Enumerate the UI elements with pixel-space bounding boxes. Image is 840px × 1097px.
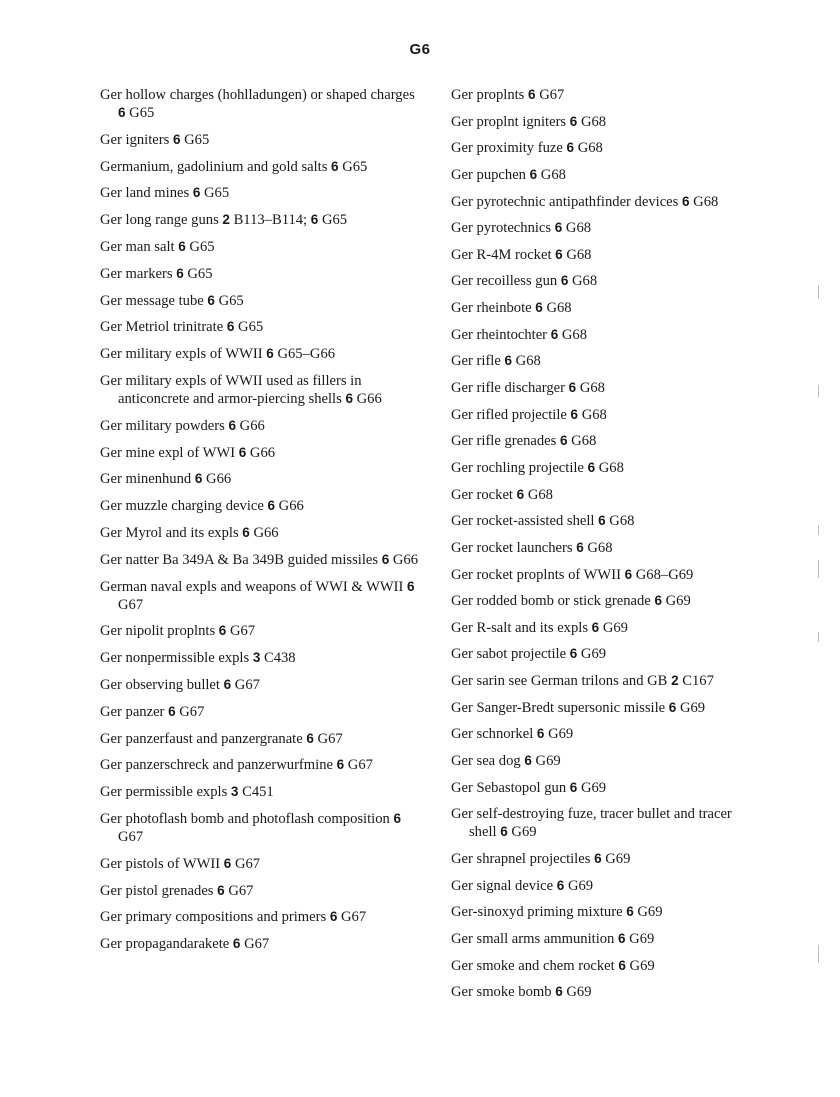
entry-term: Germanium, gadolinium and gold salts	[100, 158, 328, 175]
index-entry	[100, 417, 420, 435]
entry-page-ref: G69	[548, 726, 574, 743]
entry-volume: 6	[626, 904, 634, 920]
entry-page-ref: G67	[347, 757, 373, 774]
entry-term: Ger panzerfaust and panzergranate	[100, 730, 303, 747]
entry-page-ref: G66	[356, 390, 382, 407]
index-entry	[451, 645, 736, 663]
entry-term: Ger military expls of WWII	[100, 346, 263, 363]
entry-term: Ger rifle	[451, 353, 501, 370]
entry-term: Ger recoilless gun	[451, 273, 558, 290]
entry-page-ref: G69	[566, 984, 592, 1001]
entry-page-ref: G65	[187, 265, 213, 282]
entry-page-ref: G68	[527, 486, 553, 503]
scan-speck	[818, 385, 819, 397]
entry-term: Ger man salt	[100, 238, 175, 255]
entry-volume: 6	[555, 984, 563, 1000]
entry-term: Ger pupchen	[451, 166, 526, 183]
index-entry	[451, 113, 736, 131]
entry-volume: 6	[168, 703, 176, 719]
entry-volume: 6	[500, 824, 508, 840]
entry-page-ref: G65	[189, 238, 215, 255]
index-entry	[100, 211, 420, 229]
entry-page-ref: G67	[118, 596, 144, 613]
index-entry	[100, 292, 420, 310]
index-entry	[451, 805, 736, 841]
entry-page-ref: C438	[263, 650, 296, 667]
entry-term: Ger rifle grenades	[451, 433, 557, 450]
entry-volume: 6	[232, 936, 241, 952]
entry-page-ref: G67	[317, 730, 343, 747]
entry-page-ref: G66	[249, 444, 276, 461]
index-entry	[451, 566, 736, 584]
index-entry	[100, 497, 420, 515]
entry-term: Ger rheintochter	[451, 326, 548, 343]
index-entry	[100, 265, 420, 283]
entry-term: Ger panzerschreck and panzerwurfmine	[100, 757, 333, 774]
entry-page-ref: G69	[567, 877, 594, 894]
entry-volume: 6	[560, 433, 568, 449]
entry-term: Ger natter Ba 349A & Ba 349B guided missiles	[100, 551, 379, 568]
index-entry	[451, 219, 736, 237]
entry-term: Ger Sanger-Bredt supersonic missile	[451, 699, 666, 716]
entry-term: Ger rifle discharger	[451, 380, 565, 397]
index-entry	[100, 855, 420, 873]
scan-speck	[818, 285, 819, 299]
entry-volume: 6	[223, 855, 232, 871]
entry-term: Ger rifled projectile	[451, 406, 567, 423]
index-entry	[100, 372, 420, 408]
index-entry	[451, 486, 736, 504]
entry-volume: 6	[668, 699, 677, 715]
entry-term: Ger hollow charges (hohlladungen) or shaped charges	[100, 87, 415, 103]
entry-volume: 6	[228, 417, 236, 433]
entry-volume: 6	[524, 753, 532, 769]
index-entry	[451, 752, 736, 770]
index-entry	[100, 703, 420, 721]
entry-page-ref: G68	[546, 300, 572, 317]
entry-volume: 6	[266, 346, 274, 362]
entry-page-ref: G65	[129, 105, 155, 121]
entry-page-ref: G67	[234, 855, 261, 872]
entry-volume: 6	[618, 930, 626, 946]
entry-volume: 6	[267, 498, 276, 514]
entry-page-ref: C167	[682, 673, 714, 690]
entry-volume: 6	[556, 877, 565, 893]
entry-term: Ger pyrotechnics	[451, 220, 552, 237]
entry-term: Ger smoke bomb	[451, 984, 552, 1001]
entry-page-ref: G66	[392, 551, 419, 568]
entry-page-ref: G68	[571, 433, 597, 450]
entry-page-ref: G65	[321, 212, 348, 229]
entry-page-ref: G67	[229, 623, 256, 640]
entry-page-ref: G65–G66	[277, 346, 336, 363]
entry-volume: 6	[528, 87, 536, 102]
entry-page-ref: G66	[206, 471, 232, 488]
index-entry	[451, 930, 736, 948]
entry-page-ref: G67	[539, 87, 565, 103]
entry-page-ref: G69	[637, 904, 663, 921]
entry-page-ref: G69	[511, 824, 537, 841]
entry-volume: 2	[671, 673, 679, 689]
entry-term: Ger proplnts	[451, 87, 525, 103]
entry-volume: 6	[226, 319, 235, 335]
entry-page-ref: G67	[228, 882, 254, 899]
entry-term: Ger proximity fuze	[451, 140, 563, 157]
index-entry	[451, 877, 736, 895]
entry-volume: 6	[569, 646, 578, 662]
entry-volume: 6	[535, 300, 543, 316]
index-entry	[100, 882, 420, 900]
index-entry	[100, 86, 420, 122]
entry-term: Ger nipolit proplnts	[100, 623, 216, 640]
entry-volume: 6	[618, 957, 626, 973]
entry-page-ref: G69	[629, 957, 655, 974]
entry-page-ref: G67	[118, 828, 144, 845]
index-entry	[100, 676, 420, 694]
entry-page-ref: G69	[679, 699, 706, 716]
index-entry	[100, 184, 420, 202]
index-column-left	[100, 86, 420, 962]
entry-volume: 6	[407, 578, 415, 594]
index-entry	[100, 578, 420, 614]
index-entry	[451, 166, 736, 184]
entry-volume: 6	[207, 292, 215, 308]
entry-term: Ger observing bullet	[100, 676, 220, 693]
scan-speck	[818, 525, 819, 535]
index-entry	[451, 983, 736, 1001]
entry-page-ref: G68	[579, 380, 605, 397]
entry-page-ref: B113–B114;	[233, 212, 308, 229]
entry-page-ref: G68	[572, 273, 598, 290]
index-entry	[451, 459, 736, 477]
entry-volume: 6	[536, 726, 545, 742]
entry-volume: 6	[192, 185, 201, 201]
entry-term: Ger sabot projectile	[451, 646, 567, 663]
index-entry	[451, 326, 736, 344]
entry-page-ref: G67	[234, 676, 260, 693]
entry-volume: 6	[566, 140, 575, 156]
index-entry	[451, 86, 736, 104]
entry-volume: 6	[381, 551, 390, 567]
entry-term: Ger small arms ammunition	[451, 930, 615, 947]
entry-volume: 6	[568, 380, 577, 396]
index-entry	[451, 699, 736, 717]
entry-page-ref: G68	[565, 220, 592, 237]
entry-volume: 6	[345, 390, 353, 406]
entry-term: Ger panzer	[100, 703, 165, 720]
entry-term: Ger Sebastopol gun	[451, 779, 567, 796]
entry-volume: 6	[569, 779, 578, 795]
entry-term: Ger photoflash bomb and photoflash composition	[100, 810, 390, 827]
entry-volume: 6	[681, 193, 690, 209]
entry-volume: 6	[555, 246, 563, 262]
entry-page-ref: G68	[587, 539, 613, 556]
entry-volume: 6	[118, 105, 126, 120]
entry-page-ref: G68	[580, 113, 607, 130]
entry-page-ref: G68	[598, 459, 624, 476]
entry-page-ref: G69	[665, 593, 691, 610]
scan-speck	[818, 632, 819, 642]
entry-volume: 6	[550, 326, 559, 342]
index-entry	[451, 352, 736, 370]
entry-volume: 2	[222, 212, 230, 228]
entry-volume: 6	[329, 909, 338, 925]
index-entry	[100, 444, 420, 462]
entry-page-ref: G66	[278, 498, 304, 515]
entry-volume: 6	[238, 444, 247, 460]
entry-volume: 6	[569, 113, 578, 129]
index-entry	[451, 406, 736, 424]
entry-volume: 6	[218, 623, 227, 639]
index-entry	[100, 756, 420, 774]
entry-term: Ger Metriol trinitrate	[100, 319, 224, 336]
index-entry	[100, 935, 420, 953]
entry-page-ref: G66	[239, 417, 265, 434]
index-entry	[451, 139, 736, 157]
entry-volume: 6	[306, 730, 314, 746]
index-column-right	[451, 86, 736, 1010]
entry-page-ref: G69	[602, 619, 628, 636]
entry-page-ref: G68	[540, 166, 566, 183]
entry-page-ref: C451	[242, 784, 274, 801]
entry-page-ref: G69	[605, 850, 631, 867]
index-entry	[100, 551, 420, 569]
entry-term: Ger propagandarakete	[100, 936, 230, 953]
index-entry	[451, 592, 736, 610]
entry-term: German naval expls and weapons of WWI & WWII	[100, 578, 404, 595]
entry-term: Ger rocket proplnts of WWII	[451, 566, 621, 583]
index-entry	[451, 779, 736, 797]
entry-term: Ger military expls of WWII used as fillers in anticoncrete and armor-piercing shells	[100, 372, 362, 407]
entry-page-ref: G69	[580, 779, 607, 796]
index-entry	[451, 379, 736, 397]
entry-page-ref: G65	[184, 131, 210, 148]
entry-volume: 6	[223, 676, 232, 692]
entry-volume: 6	[242, 524, 250, 540]
entry-term: Ger pyrotechnic antipathfinder devices	[451, 193, 679, 210]
entry-volume: 3	[230, 784, 239, 800]
entry-page-ref: G68	[561, 326, 587, 343]
index-entry	[451, 512, 736, 530]
index-entry	[100, 524, 420, 542]
entry-page-ref: G68–G69	[635, 566, 694, 583]
entry-page-ref: G67	[244, 936, 270, 953]
entry-volume: 6	[178, 238, 186, 254]
entry-page-ref: G67	[179, 703, 205, 720]
entry-page-ref: G68	[693, 193, 719, 210]
index-entry	[100, 345, 420, 363]
entry-volume: 6	[194, 471, 203, 487]
entry-volume: 6	[560, 273, 569, 289]
entry-volume: 6	[594, 850, 602, 866]
entry-page-ref: G69	[580, 646, 607, 663]
index-entry	[100, 908, 420, 926]
entry-term: Ger long range guns	[100, 212, 219, 229]
entry-page-ref: G69	[535, 753, 561, 770]
entry-volume: 6	[217, 882, 225, 898]
entry-term: Ger military powders	[100, 417, 225, 434]
entry-page-ref: G68	[566, 246, 592, 263]
index-entry	[451, 850, 736, 868]
entry-volume: 6	[504, 353, 513, 369]
entry-volume: 6	[516, 486, 525, 502]
entry-volume: 6	[336, 757, 345, 773]
entry-page-ref: G68	[577, 140, 603, 157]
entry-term: Ger-sinoxyd priming mixture	[451, 904, 623, 921]
index-entry	[451, 272, 736, 290]
index-entry	[451, 725, 736, 743]
index-entry	[451, 539, 736, 557]
entry-term: Ger markers	[100, 265, 173, 282]
entry-page-ref: G67	[340, 909, 367, 926]
entry-volume: 6	[176, 265, 184, 281]
entry-volume: 6	[598, 513, 606, 529]
entry-term: Ger rheinbote	[451, 300, 532, 317]
entry-term: Ger rodded bomb or stick grenade	[451, 593, 651, 610]
entry-term: Ger rocket-assisted shell	[451, 513, 595, 530]
index-entry	[451, 246, 736, 264]
index-entry	[451, 193, 736, 211]
entry-term: Ger pistols of WWII	[100, 855, 221, 872]
entry-term: Ger rocket launchers	[451, 539, 573, 556]
entry-page-ref: G68	[515, 353, 541, 370]
entry-term: Ger rocket	[451, 486, 513, 503]
entry-volume: 6	[331, 158, 339, 174]
entry-term: Ger Myrol and its expls	[100, 524, 239, 541]
page-header: G6	[409, 41, 431, 58]
entry-volume: 6	[554, 220, 563, 236]
entry-term: Ger schnorkel	[451, 726, 534, 743]
entry-term: Ger message tube	[100, 292, 204, 309]
index-entry	[100, 238, 420, 256]
entry-term: Ger proplnt igniters	[451, 113, 567, 130]
entry-term: Ger permissible expls	[100, 784, 228, 801]
entry-term: Ger mine expl of WWI	[100, 444, 236, 461]
scan-speck	[818, 560, 819, 578]
entry-page-ref: G65	[204, 185, 230, 202]
index-entry	[100, 622, 420, 640]
entry-term: Ger nonpermissible expls	[100, 650, 250, 667]
entry-page-ref: G66	[253, 524, 279, 541]
entry-volume: 6	[310, 212, 319, 228]
entry-page-ref: G68	[609, 513, 635, 530]
scan-speck	[818, 945, 819, 963]
entry-term: Ger minenhund	[100, 471, 192, 488]
entry-term: Ger shrapnel projectiles	[451, 850, 591, 867]
entry-volume: 6	[587, 459, 596, 475]
entry-volume: 6	[529, 166, 538, 182]
entry-page-ref: G65	[342, 158, 368, 175]
entry-term: Ger R-salt and its expls	[451, 619, 588, 636]
entry-term: Ger self-destroying fuze, tracer bullet and tracer shell	[451, 806, 732, 841]
entry-volume: 3	[252, 650, 261, 666]
index-entry	[100, 470, 420, 488]
index-entry	[100, 131, 420, 149]
index-entry	[100, 810, 420, 846]
index-entry	[100, 730, 420, 748]
index-entry	[100, 783, 420, 801]
index-entry	[451, 619, 736, 637]
entry-volume: 6	[624, 566, 633, 582]
entry-term: Ger muzzle charging device	[100, 498, 264, 515]
entry-volume: 6	[393, 810, 401, 826]
index-entry	[451, 672, 736, 690]
entry-term: Ger smoke and chem rocket	[451, 957, 615, 974]
index-entry	[100, 649, 420, 667]
entry-volume: 6	[570, 406, 579, 422]
entry-term: Ger R-4M rocket	[451, 246, 552, 263]
index-entry	[100, 318, 420, 336]
entry-page-ref: G69	[629, 930, 655, 947]
entry-term: Ger sea dog	[451, 753, 521, 770]
entry-page-ref: G65	[238, 319, 264, 336]
index-entry	[451, 299, 736, 317]
entry-volume: 6	[172, 131, 181, 147]
entry-volume: 6	[576, 539, 584, 555]
entry-term: Ger rochling projectile	[451, 459, 584, 476]
entry-term: Ger signal device	[451, 877, 554, 894]
entry-term: Ger primary compositions and primers	[100, 909, 327, 926]
entry-term: Ger land mines	[100, 185, 190, 202]
entry-volume: 6	[654, 593, 662, 609]
entry-term: Ger sarin see German trilons and GB	[451, 673, 668, 690]
entry-term: Ger pistol grenades	[100, 882, 214, 899]
index-entry	[451, 432, 736, 450]
entry-page-ref: G68	[581, 406, 607, 423]
entry-term: Ger igniters	[100, 131, 170, 148]
entry-page-ref: G65	[218, 292, 244, 309]
index-entry	[451, 903, 736, 921]
entry-volume: 6	[591, 619, 600, 635]
index-entry	[100, 158, 420, 176]
index-entry	[451, 957, 736, 975]
